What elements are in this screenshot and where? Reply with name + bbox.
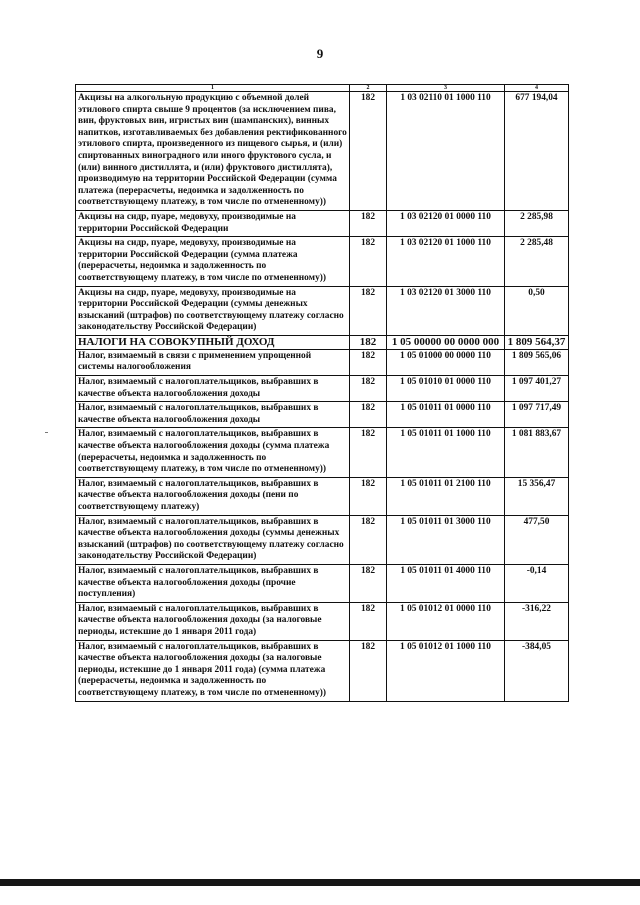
table-row <box>76 402 569 428</box>
row-budget-code: 1 05 01011 01 3000 110 <box>387 515 505 564</box>
row-budget-code: 1 05 01011 01 4000 110 <box>387 564 505 602</box>
row-amount: 1 081 883,67 <box>505 428 569 477</box>
row-admin-code: 182 <box>350 92 387 211</box>
row-name: Налог, взимаемый с налогоплательщиков, выбравших в качестве объекта налогообложения доходы <box>76 402 350 428</box>
row-admin-code: 182 <box>350 349 387 375</box>
column-number-row <box>76 85 569 92</box>
row-name: Налог, взимаемый с налогоплательщиков, выбравших в качестве объекта налогообложения доходы (пени по соответствующему платежу) <box>76 477 350 515</box>
table-row <box>76 237 569 286</box>
row-name: Налог, взимаемый в связи с применением упрощенной системы налогообложения <box>76 349 350 375</box>
row-admin-code: 182 <box>350 210 387 236</box>
row-budget-code: 1 03 02120 01 0000 110 <box>387 210 505 236</box>
column-number: 3 <box>387 85 505 92</box>
column-number: 1 <box>76 85 350 92</box>
table-row <box>76 640 569 701</box>
row-budget-code: 1 03 02120 01 3000 110 <box>387 286 505 335</box>
row-amount: -316,22 <box>505 602 569 640</box>
row-amount: 477,50 <box>505 515 569 564</box>
row-budget-code: 1 05 01011 01 2100 110 <box>387 477 505 515</box>
row-budget-code: 1 05 01012 01 1000 110 <box>387 640 505 701</box>
table-row <box>76 210 569 236</box>
row-admin-code: 182 <box>350 376 387 402</box>
page-number: 9 <box>316 46 324 61</box>
row-budget-code: 1 03 02120 01 1000 110 <box>387 237 505 286</box>
table-body <box>76 92 569 702</box>
table-row <box>76 428 569 477</box>
row-budget-code: 1 05 01010 01 0000 110 <box>387 376 505 402</box>
row-admin-code: 182 <box>350 335 387 349</box>
row-amount: 2 285,98 <box>505 210 569 236</box>
row-amount: -0,14 <box>505 564 569 602</box>
row-name: Налог, взимаемый с налогоплательщиков, выбравших в качестве объекта налогообложения доходы <box>76 376 350 402</box>
column-number: 2 <box>350 85 387 92</box>
row-amount: 0,50 <box>505 286 569 335</box>
row-admin-code: 182 <box>350 515 387 564</box>
column-number: 4 <box>505 85 569 92</box>
row-name: НАЛОГИ НА СОВОКУПНЫЙ ДОХОД <box>76 335 350 349</box>
row-amount: 2 285,48 <box>505 237 569 286</box>
row-name: Акцизы на алкогольную продукцию с объемной долей этилового спирта свыше 9 процентов (за исключением пива, вин, фруктовых вин, игристых вин (шампанских), винных напитков, изготавливаемых без добавления ректификованного этилового спирта, произведенного из пищевого сырья, и (или) спиртованных виноградного или иного фруктового сусла, и (или) винного дистиллята, и (или) фруктового дистиллята), производимую на территории Российской Федерации (сумма платежа (перерасчеты, недоимка и задолженность по соответствующему платежу, в том числе по отмененному)) <box>76 92 350 211</box>
row-admin-code: 182 <box>350 237 387 286</box>
table-row <box>76 92 569 211</box>
row-amount: 677 194,04 <box>505 92 569 211</box>
row-name: Акцизы на сидр, пуаре, медовуху, производимые на территории Российской Федерации <box>76 210 350 236</box>
table-row <box>76 286 569 335</box>
row-budget-code: 1 05 01000 00 0000 110 <box>387 349 505 375</box>
row-admin-code: 182 <box>350 477 387 515</box>
row-amount: 1 097 401,27 <box>505 376 569 402</box>
row-admin-code: 182 <box>350 428 387 477</box>
row-name: Акцизы на сидр, пуаре, медовуху, производимые на территории Российской Федерации (суммы денежных взысканий (штрафов) по соответствующему платежу согласно законодательству Российской Федерации) <box>76 286 350 335</box>
row-admin-code: 182 <box>350 602 387 640</box>
row-budget-code: 1 05 01011 01 0000 110 <box>387 402 505 428</box>
row-amount: -384,05 <box>505 640 569 701</box>
row-admin-code: 182 <box>350 640 387 701</box>
row-budget-code: 1 05 01011 01 1000 110 <box>387 428 505 477</box>
table-row <box>76 376 569 402</box>
revenue-table <box>75 84 569 702</box>
row-name: Налог, взимаемый с налогоплательщиков, выбравших в качестве объекта налогообложения доходы (за налоговые периоды, истекшие до 1 января 2011 года) (сумма платежа (перерасчеты, недоимка и задолженность по соответствующему платежу, в том числе по отмененному)) <box>76 640 350 701</box>
row-budget-code: 1 05 01012 01 0000 110 <box>387 602 505 640</box>
row-name: Акцизы на сидр, пуаре, медовуху, производимые на территории Российской Федерации (сумма платежа (перерасчеты, недоимка и задолженность по соответствующему платежу, в том числе по отмененному)) <box>76 237 350 286</box>
row-name: Налог, взимаемый с налогоплательщиков, выбравших в качестве объекта налогообложения доходы (прочие поступления) <box>76 564 350 602</box>
scan-bottom-bar <box>0 879 640 886</box>
row-amount: 1 097 717,49 <box>505 402 569 428</box>
row-name: Налог, взимаемый с налогоплательщиков, выбравших в качестве объекта налогообложения доходы (сумма платежа (перерасчеты, недоимка и задолженность по соответствующему платежу, в том числе по отмененному)) <box>76 428 350 477</box>
table-row <box>76 349 569 375</box>
row-admin-code: 182 <box>350 402 387 428</box>
row-name: Налог, взимаемый с налогоплательщиков, выбравших в качестве объекта налогообложения доходы (суммы денежных взысканий (штрафов) по соответствующему платежу согласно законодательству Российской Федерации) <box>76 515 350 564</box>
row-amount: 1 809 564,37 <box>505 335 569 349</box>
row-budget-code: 1 03 02110 01 1000 110 <box>387 92 505 211</box>
row-amount: 15 356,47 <box>505 477 569 515</box>
table-row <box>76 477 569 515</box>
table-row <box>76 335 569 349</box>
table-row <box>76 515 569 564</box>
row-admin-code: 182 <box>350 564 387 602</box>
table-row <box>76 564 569 602</box>
table-row <box>76 602 569 640</box>
row-admin-code: 182 <box>350 286 387 335</box>
scan-mark <box>45 432 48 433</box>
row-amount: 1 809 565,06 <box>505 349 569 375</box>
row-name: Налог, взимаемый с налогоплательщиков, выбравших в качестве объекта налогообложения доходы (за налоговые периоды, истекшие до 1 января 2011 года) <box>76 602 350 640</box>
row-budget-code: 1 05 00000 00 0000 000 <box>387 335 505 349</box>
